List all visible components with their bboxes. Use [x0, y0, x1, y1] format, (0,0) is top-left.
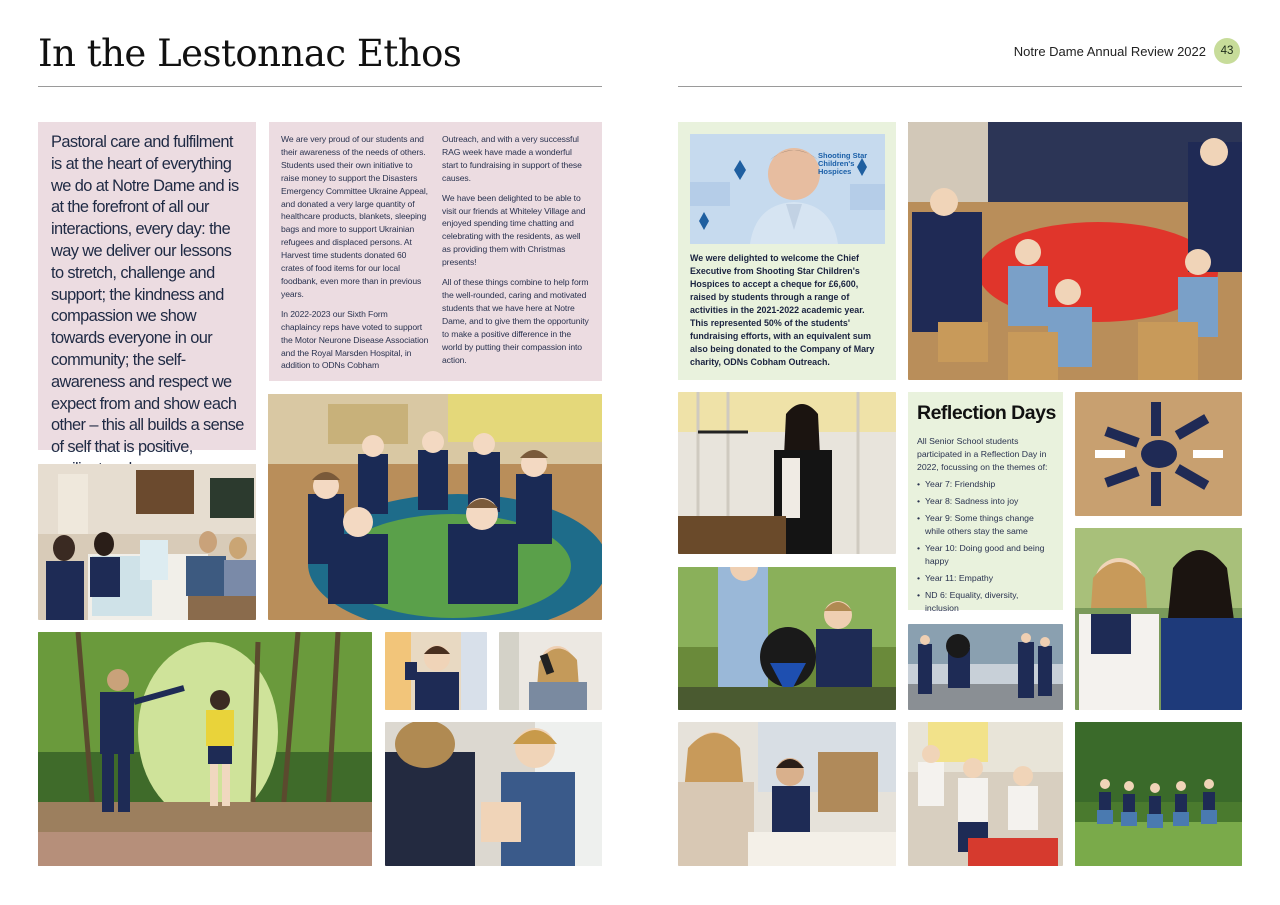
- body-paragraph: In 2022-2023 our Sixth Form chaplaincy reps have voted to support the Motor Neurone Disease Association and the Royal Marsden Hospital, in addition to ODNs Cobham: [281, 308, 429, 371]
- classroom-party-photo: [908, 122, 1242, 380]
- reflection-theme-item: • ND 6: Equality, diversity, inclusion: [917, 589, 1054, 615]
- reflection-themes-list: [917, 478, 1054, 615]
- reflection-intro: All Senior School students participated in a Reflection Day in 2022, focussing on the themes of:: [917, 436, 1048, 472]
- boy-thumbs-up-photo: [385, 632, 487, 710]
- reflection-theme-item: • Year 8: Sadness into joy: [917, 495, 1054, 508]
- hospice-banner-text: Shooting Star Children's Hospices: [818, 151, 868, 176]
- woodland-running-photo: [38, 632, 372, 866]
- body-paragraph: Outreach, and with a very successful RAG week have made a wonderful start to fundraising in support of these causes.: [442, 134, 582, 183]
- reflection-theme-item: • Year 11: Empathy: [917, 572, 1054, 585]
- child-with-teacher-photo: [1075, 528, 1242, 710]
- chief-executive-photo: [690, 134, 885, 244]
- header-divider: [678, 86, 1242, 87]
- staff-phone-call-photo: [499, 632, 602, 710]
- reflection-theme-item: • Year 7: Friendship: [917, 478, 1054, 491]
- children-play-photo: [908, 722, 1063, 866]
- outdoor-dance-photo: [1075, 722, 1242, 866]
- therapy-dog-photo: [678, 567, 896, 710]
- body-column-1: [281, 133, 429, 379]
- body-column-2: [442, 133, 590, 373]
- classroom-lesson-photo: [678, 722, 896, 866]
- reflection-days-panel: [908, 392, 1063, 613]
- title-divider: [38, 86, 602, 87]
- page-title: In the Lestonnac Ethos: [38, 32, 462, 75]
- body-text-panel: [269, 122, 602, 381]
- running-header: [1014, 38, 1240, 64]
- first-aid-care-photo: [385, 722, 602, 866]
- cheque-caption: We were delighted to welcome the Chief Executive from Shooting Star Children's Hospices to accept a cheque for £6,600, raised by students through a range of activities in the 2021-2022 academic year. This represented 50% of the students' fundraising efforts, with an equivalent sum also being donated to the Company of Mary charity, ODNs Cobham Outreach.: [690, 253, 875, 367]
- page-number-badge: 43: [1214, 38, 1240, 64]
- publication-name: Notre Dame Annual Review 2022: [1013, 43, 1206, 59]
- cheque-panel: [678, 122, 896, 380]
- reflection-days-title: Reflection Days: [917, 402, 1056, 424]
- student-speaker-photo: [678, 392, 896, 554]
- outdoor-group-photo: [908, 624, 1063, 710]
- intro-panel: Pastoral care and fulfilment is at the heart of everything we do at Notre Dame and is at the forefront of all our interactions, every day: the way we deliver our lessons to stretch, challenge and support; the kindness and compassion we show towards everyone in our community; the self-awareness and respect we expect from and show each other – this all builds a sense of self that is positive,: [38, 122, 256, 450]
- pupils-thumbs-up-photo: [268, 394, 602, 620]
- body-paragraph: All of these things combine to help form the well-rounded, caring and motivated students that we have here at Notre Dame, and to give them the opportunity to make a positive difference in the world by putting their compassion into action.: [442, 277, 589, 365]
- reception-office-photo: [38, 464, 256, 620]
- body-paragraph: We are very proud of our students and their awareness of the needs of others. Students used their own initiative to raise money to support the Disasters Emergency Committee Ukraine Appeal, and donated a very large quantity of healthcare products, blankets, sleeping bags and more to support Ukrainian refugees and displaced persons. At Harvest time students donated 60 crates of food items for our local foodbank, even more than in previous years.: [281, 134, 428, 299]
- reflection-theme-item: • Year 10: Doing good and being happy: [917, 542, 1054, 568]
- body-paragraph: We have been delighted to be able to visit our friends at Whiteley Village and enjoyed spending time chatting and celebrating with the residents, as well as providing them with Christmas presents!: [442, 192, 586, 268]
- pupils-circle-photo: [1075, 392, 1242, 516]
- reflection-theme-item: • Year 9: Some things change while others stay the same: [917, 512, 1054, 538]
